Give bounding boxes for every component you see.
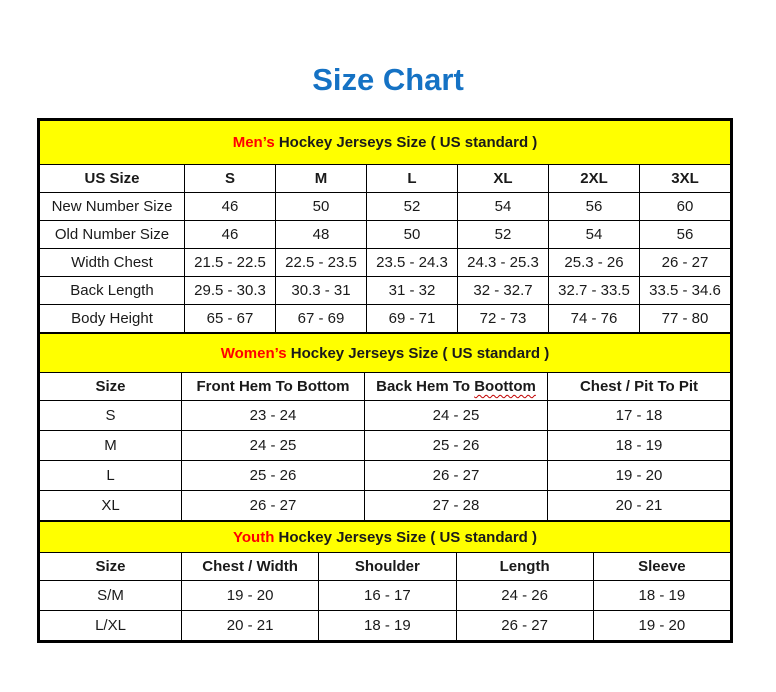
table-cell: 19 - 20 bbox=[548, 461, 731, 491]
table-row bbox=[40, 277, 731, 305]
row-label: New Number Size bbox=[40, 193, 185, 221]
youth-table-title bbox=[40, 522, 731, 553]
row-label: Back Length bbox=[40, 277, 185, 305]
back-hem-prefix: Back Hem To bbox=[376, 378, 475, 395]
table-cell: 20 - 21 bbox=[182, 611, 319, 641]
table-cell: 21.5 - 22.5 bbox=[185, 249, 276, 277]
table-cell: 29.5 - 30.3 bbox=[185, 277, 276, 305]
youth-size-table bbox=[39, 521, 731, 641]
table-cell: 24.3 - 25.3 bbox=[458, 249, 549, 277]
table-cell: 24 - 25 bbox=[182, 431, 365, 461]
table-cell: 23 - 24 bbox=[182, 401, 365, 431]
table-cell: 25.3 - 26 bbox=[549, 249, 640, 277]
youth-header-row bbox=[40, 553, 731, 581]
table-cell: 31 - 32 bbox=[367, 277, 458, 305]
table-cell: 32 - 32.7 bbox=[458, 277, 549, 305]
table-row bbox=[40, 491, 731, 521]
column-header: Shoulder bbox=[319, 553, 456, 581]
youth-table-title-row bbox=[40, 522, 731, 553]
table-cell: 19 - 20 bbox=[182, 581, 319, 611]
table-cell: 23.5 - 24.3 bbox=[367, 249, 458, 277]
page-title: Size Chart bbox=[312, 62, 464, 97]
table-row bbox=[40, 249, 731, 277]
womens-header-row bbox=[40, 373, 731, 401]
table-cell: 18 - 19 bbox=[593, 581, 730, 611]
table-cell: 25 - 26 bbox=[182, 461, 365, 491]
table-cell: 50 bbox=[276, 193, 367, 221]
womens-title-accent: Women’s bbox=[220, 344, 287, 362]
table-row bbox=[40, 221, 731, 249]
column-header: XL bbox=[458, 165, 549, 193]
row-label: L bbox=[40, 461, 182, 491]
mens-title-text: Hockey Jerseys Size ( US standard ) bbox=[274, 134, 538, 151]
table-cell: 54 bbox=[458, 193, 549, 221]
table-cell: 46 bbox=[185, 221, 276, 249]
table-cell: 24 - 25 bbox=[365, 401, 548, 431]
table-cell: 74 - 76 bbox=[549, 305, 640, 333]
row-label: S bbox=[40, 401, 182, 431]
table-row bbox=[40, 431, 731, 461]
table-cell: 18 - 19 bbox=[548, 431, 731, 461]
table-cell: 67 - 69 bbox=[276, 305, 367, 333]
table-cell: 46 bbox=[185, 193, 276, 221]
back-hem-misspelled-word: Boottom bbox=[474, 378, 536, 395]
womens-title-text: Hockey Jerseys Size ( US standard ) bbox=[286, 344, 550, 362]
column-header: 3XL bbox=[640, 165, 731, 193]
table-cell: 54 bbox=[549, 221, 640, 249]
youth-title-accent: Youth bbox=[233, 528, 275, 546]
row-label: Old Number Size bbox=[40, 221, 185, 249]
column-header: 2XL bbox=[549, 165, 640, 193]
size-chart-tables bbox=[37, 118, 733, 643]
mens-title-accent: Men’s bbox=[232, 134, 275, 151]
row-label: L/XL bbox=[40, 611, 182, 641]
row-label: Width Chest bbox=[40, 249, 185, 277]
table-cell: 52 bbox=[367, 193, 458, 221]
mens-size-table bbox=[39, 120, 731, 333]
column-header: M bbox=[276, 165, 367, 193]
row-label: XL bbox=[40, 491, 182, 521]
youth-title-text: Hockey Jerseys Size ( US standard ) bbox=[274, 528, 537, 546]
table-cell: 20 - 21 bbox=[548, 491, 731, 521]
column-header: Chest / Pit To Pit bbox=[548, 373, 731, 401]
mens-table-title bbox=[40, 121, 731, 165]
table-row bbox=[40, 401, 731, 431]
table-cell: 77 - 80 bbox=[640, 305, 731, 333]
table-cell: 24 - 26 bbox=[456, 581, 593, 611]
womens-table-title bbox=[40, 334, 731, 373]
table-cell: 48 bbox=[276, 221, 367, 249]
table-cell: 60 bbox=[640, 193, 731, 221]
row-label: M bbox=[40, 431, 182, 461]
table-cell: 25 - 26 bbox=[365, 431, 548, 461]
column-header: Length bbox=[456, 553, 593, 581]
column-header: Sleeve bbox=[593, 553, 730, 581]
column-header-back-hem bbox=[365, 373, 548, 401]
column-header: Size bbox=[40, 553, 182, 581]
column-header: Chest / Width bbox=[182, 553, 319, 581]
column-header: US Size bbox=[40, 165, 185, 193]
table-row bbox=[40, 193, 731, 221]
table-cell: 16 - 17 bbox=[319, 581, 456, 611]
table-cell: 19 - 20 bbox=[593, 611, 730, 641]
table-cell: 56 bbox=[549, 193, 640, 221]
mens-table-title-row bbox=[40, 121, 731, 165]
table-cell: 18 - 19 bbox=[319, 611, 456, 641]
table-cell: 33.5 - 34.6 bbox=[640, 277, 731, 305]
table-cell: 32.7 - 33.5 bbox=[549, 277, 640, 305]
row-label: Body Height bbox=[40, 305, 185, 333]
table-cell: 26 - 27 bbox=[182, 491, 365, 521]
table-cell: 65 - 67 bbox=[185, 305, 276, 333]
table-cell: 69 - 71 bbox=[367, 305, 458, 333]
table-cell: 26 - 27 bbox=[456, 611, 593, 641]
table-cell: 72 - 73 bbox=[458, 305, 549, 333]
table-row bbox=[40, 581, 731, 611]
table-cell: 30.3 - 31 bbox=[276, 277, 367, 305]
table-row bbox=[40, 305, 731, 333]
womens-table-title-row bbox=[40, 334, 731, 373]
table-cell: 50 bbox=[367, 221, 458, 249]
table-row bbox=[40, 611, 731, 641]
womens-size-table bbox=[39, 333, 731, 521]
table-cell: 27 - 28 bbox=[365, 491, 548, 521]
table-cell: 52 bbox=[458, 221, 549, 249]
column-header: L bbox=[367, 165, 458, 193]
table-cell: 26 - 27 bbox=[640, 249, 731, 277]
table-cell: 56 bbox=[640, 221, 731, 249]
table-row bbox=[40, 461, 731, 491]
table-cell: 17 - 18 bbox=[548, 401, 731, 431]
column-header: Front Hem To Bottom bbox=[182, 373, 365, 401]
column-header: Size bbox=[40, 373, 182, 401]
row-label: S/M bbox=[40, 581, 182, 611]
column-header: S bbox=[185, 165, 276, 193]
table-cell: 22.5 - 23.5 bbox=[276, 249, 367, 277]
table-cell: 26 - 27 bbox=[365, 461, 548, 491]
mens-header-row bbox=[40, 165, 731, 193]
